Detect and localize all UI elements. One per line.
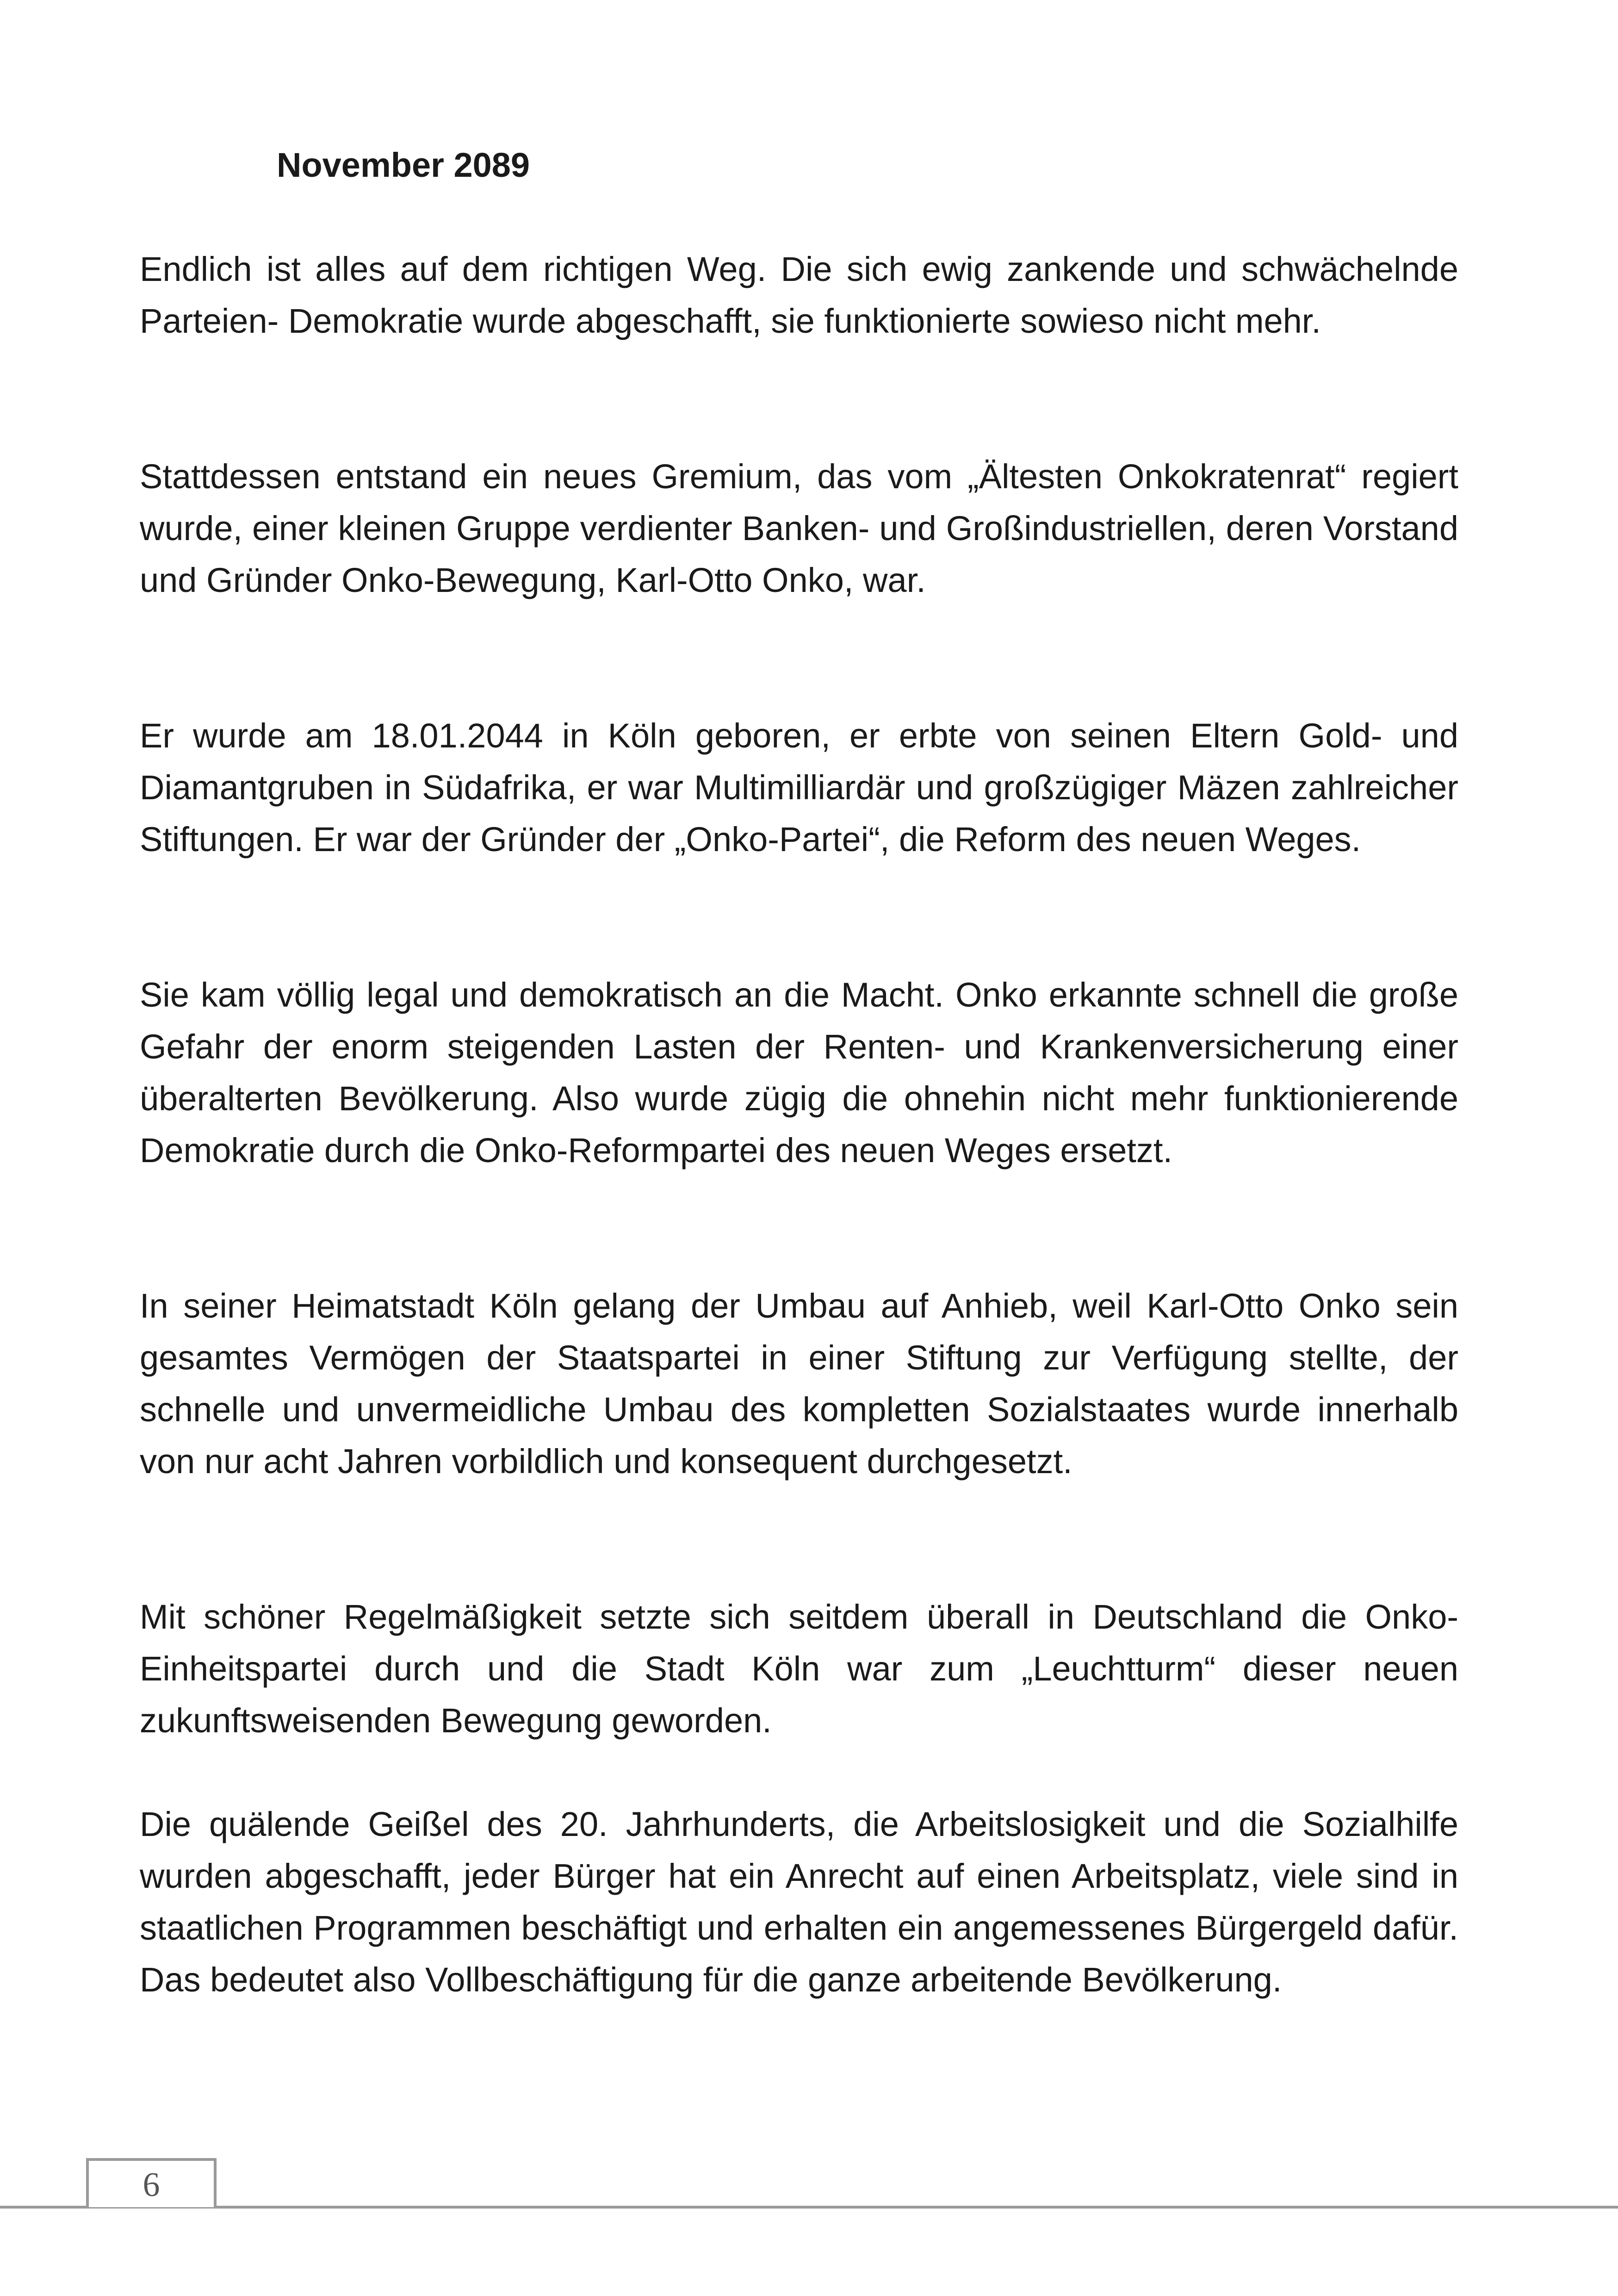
paragraph-3: Er wurde am 18.01.2044 in Köln geboren, er erbte von seinen Eltern Gold- und Diamantgruben in Südafrika, er war Multimilliardär und großzügiger Mäzen zahlreicher Stiftungen. Er war der Gründer der „Onko-Partei“, die Reform des neuen Weges. (140, 716, 1458, 859)
paragraph-4: Sie kam völlig legal und demokratisch an die Macht. Onko erkannte schnell die große Gefahr der enorm steigenden Lasten der Renten- und Krankenversicherung einer überalterten Bevölkerung. Also wurde zügig die ohnehin nicht mehr funktionierende Demokratie durch die Onko-Reformpartei des neuen Weges ersetzt. (140, 976, 1458, 1170)
footer-rule (0, 2206, 1618, 2209)
paragraph-5: In seiner Heimatstadt Köln gelang der Umbau auf Anhieb, weil Karl-Otto Onko sein gesamtes Vermögen der Staatspartei in einer Stiftung zur Verfügung stellte, der schnelle und unvermeidliche Umbau des kompletten Sozialstaates wurde innerhalb von nur acht Jahren vorbildlich und konsequent durchgesetzt. (140, 1287, 1458, 1481)
paragraph-6: Mit schöner Regelmäßigkeit setzte sich seitdem überall in Deutschland die Onko-Einheitspartei durch und die Stadt Köln war zum „Leuchtturm“ dieser neuen zukunftsweisenden Bewegung geworden. (140, 1598, 1458, 1740)
date-heading: November 2089 (277, 146, 530, 184)
paragraph-1: Endlich ist alles auf dem richtigen Weg. Die sich ewig zankende und schwächelnde Parteien- Demokratie wurde abgeschafft, sie funktionierte sowieso nicht mehr. (140, 250, 1458, 340)
paragraph-2: Stattdessen entstand ein neues Gremium, das vom „Ältesten Onkokratenrat“ regiert wurde, einer kleinen Gruppe verdienter Banken- und Großindustriellen, deren Vorstand und Gründer Onko-Bewegung, Karl-Otto Onko, war. (140, 457, 1458, 599)
paragraph-7: Die quälende Geißel des 20. Jahrhunderts, die Arbeitslosigkeit und die Sozialhilfe wurden abgeschafft, jeder Bürger hat ein Anrecht auf einen Arbeitsplatz, viele sind in staatlichen Programmen beschäftigt und erhalten ein angemessenes Bürgergeld dafür. Das bedeutet also Vollbeschäftigung für die ganze arbeitende Bevölkerung. (140, 1805, 1458, 1999)
page-number: 6 (143, 2166, 160, 2204)
